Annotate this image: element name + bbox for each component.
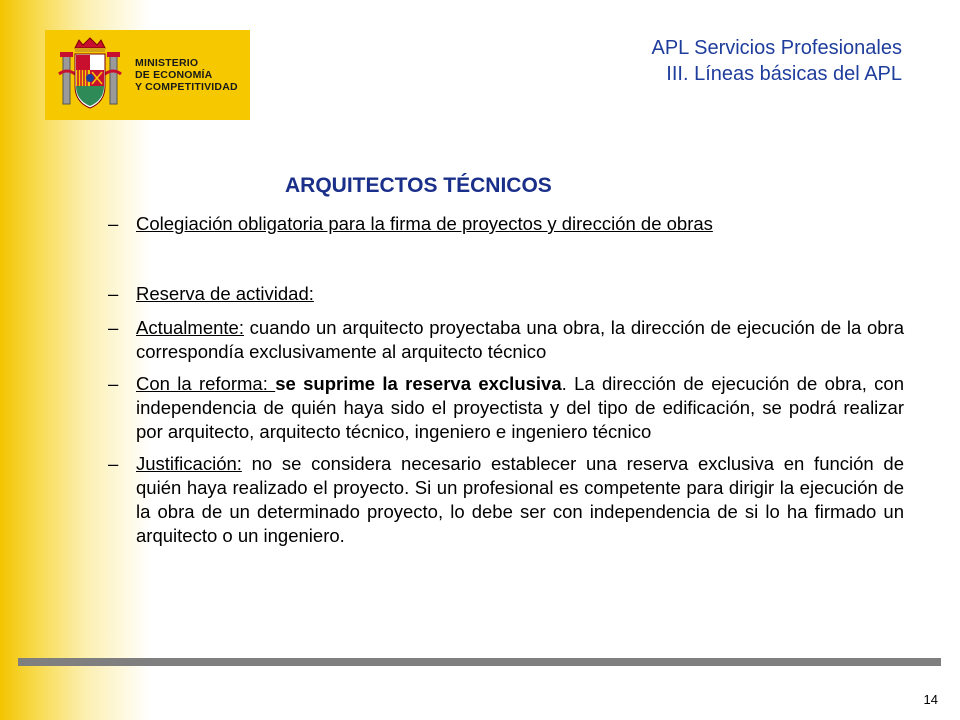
list-item (108, 282, 904, 306)
item-label: Justificación: (136, 453, 242, 474)
bullet-dash: – (108, 373, 119, 394)
item-label: Reserva de actividad: (136, 283, 314, 304)
coat-of-arms-icon (45, 30, 135, 120)
slide-title: ARQUITECTOS TÉCNICOS (285, 174, 552, 197)
ministry-logo (45, 30, 250, 120)
item-label: Colegiación obligatoria para la firma de proyectos y dirección de obras (136, 213, 713, 234)
bullet-dash: – (108, 283, 119, 304)
header-subtitle: III. Líneas básicas del APL (666, 63, 902, 85)
page-number: 14 (923, 692, 938, 707)
ministry-name-line1: MINISTERIO (135, 57, 199, 69)
item-text: no se considera necesario establecer una reserva exclusiva en función de quién haya realizado el proyecto. Si un profesional es competente para dirigir la ejecución de la obra de un determinado proyecto, lo debe ser con independencia de si lo ha firmado un arquitecto o un ingeniero. (136, 453, 904, 546)
list-item (108, 372, 904, 444)
ministry-name-line3: Y COMPETITIVIDAD (135, 81, 238, 93)
list-item (108, 212, 904, 236)
item-text: cuando un arquitecto proyectaba una obra, la dirección de ejecución de la obra correspondía exclusivamente al arquitecto técnico (136, 317, 904, 362)
item-bold-text: se suprime la reserva exclusiva (275, 373, 562, 394)
bullet-dash: – (108, 213, 119, 234)
item-label: Actualmente: (136, 317, 244, 338)
slide-header (652, 35, 903, 87)
header-title: APL Servicios Profesionales (651, 37, 902, 59)
slide-content (108, 212, 904, 548)
ministry-name-line2: DE ECONOMÍA (135, 69, 213, 81)
list-item (108, 452, 904, 548)
item-text: . La dirección de ejecución de obra, con independencia de quién haya sido el proyectista y del tipo de edificación, se podrá realizar por arquitecto, arquitecto técnico, ingeniero e ingeniero técnico (136, 373, 904, 442)
ministry-name (135, 57, 238, 93)
list-item (108, 316, 904, 364)
item-label: Con la reforma: (136, 373, 276, 394)
footer-divider (18, 658, 941, 666)
bullet-dash: – (108, 317, 119, 338)
bullet-dash: – (108, 453, 119, 474)
